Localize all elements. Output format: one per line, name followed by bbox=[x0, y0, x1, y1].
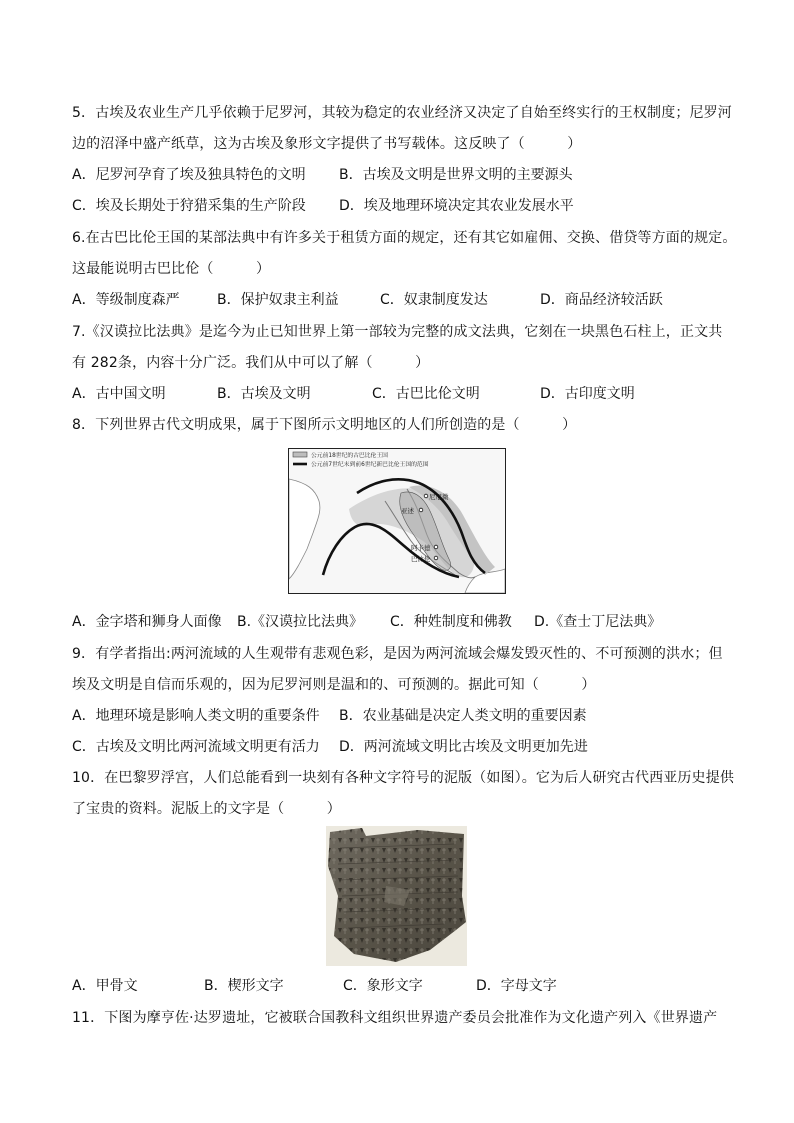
map-city-akkad: 阿卡德 bbox=[411, 544, 431, 552]
q6-option-a: A．等级制度森严 bbox=[72, 292, 180, 308]
map-city-assur: 亚述 bbox=[401, 507, 414, 515]
q7-stem-line2: 有 282条，内容十分广泛。我们从中可以了解（ ） bbox=[72, 355, 430, 371]
q6-option-c: C．奴隶制度发达 bbox=[380, 292, 488, 308]
q10-option-b: B．楔形文字 bbox=[204, 978, 284, 994]
map-city-nineveh: 尼尼微 bbox=[429, 493, 449, 501]
q9-stem-line1: 9．有学者指出:两河流域的人生观带有悲观色彩，是因为两河流域会爆发毁灭性的、不可预测的洪水；但 bbox=[72, 646, 723, 662]
q6-stem-line2: 这最能说明古巴比伦（ ） bbox=[72, 261, 271, 277]
q8-option-a: A．金字塔和狮身人面像 bbox=[72, 614, 222, 630]
q7-option-b: B．古埃及文明 bbox=[217, 386, 311, 402]
map-legend-2: 公元前7世纪末到前6世纪新巴比伦王国的范围 bbox=[311, 462, 429, 468]
q5-stem-line2: 边的沼泽中盛产纸草，这为古埃及象形文字提供了书写载体。这反映了（ ） bbox=[72, 136, 582, 152]
q9-option-a: A．地理环境是影响人类文明的重要条件 bbox=[72, 708, 320, 724]
map-legend-1: 公元前18世纪的古巴比伦王国 bbox=[311, 453, 388, 459]
q5-option-d: D．埃及地理环境决定其农业发展水平 bbox=[339, 198, 574, 214]
q10-option-c: C．象形文字 bbox=[343, 978, 423, 994]
q7-option-a: A．古中国文明 bbox=[72, 386, 166, 402]
map-city-babylon: 巴比伦 bbox=[411, 555, 431, 563]
q10-option-a: A．甲骨文 bbox=[72, 978, 138, 994]
q6-option-d: D．商品经济较活跃 bbox=[540, 292, 663, 308]
q7-option-c: C．古巴比伦文明 bbox=[372, 386, 480, 402]
q7-stem-line1: 7.《汉谟拉比法典》是迄今为止已知世界上第一部较为完整的成文法典，它刻在一块黑色石柱上，正文共 bbox=[72, 324, 723, 340]
q9-option-b: B．农业基础是决定人类文明的重要因素 bbox=[339, 708, 587, 724]
q6-option-b: B．保护奴隶主利益 bbox=[217, 292, 339, 308]
q8-stem-line1: 8．下列世界古代文明成果，属于下图所示文明地区的人们所创造的是（ ） bbox=[72, 417, 577, 433]
q5-option-c: C．埃及长期处于狩猎采集的生产阶段 bbox=[72, 198, 306, 214]
q7-option-d: D．古印度文明 bbox=[540, 386, 635, 402]
q5-option-b: B．古埃及文明是世界文明的主要源头 bbox=[339, 167, 573, 183]
q5-stem-line1: 5．古埃及农业生产几乎依赖于尼罗河，其较为稳定的农业经济又决定了自始至终实行的王权制度；尼罗河 bbox=[72, 105, 732, 121]
q11-stem-line1: 11．下图为摩亨佐·达罗遗址，它被联合国教科文组织世界遗产委员会批准作为文化遗产列入《世界遗产 bbox=[72, 1010, 718, 1026]
q5-option-a: A．尼罗河孕育了埃及独具特色的文明 bbox=[72, 167, 306, 183]
q10-stem-line1: 10．在巴黎罗浮宫，人们总能看到一块刻有各种文字符号的泥版（如图）。它为后人研究古代西亚历史提供 bbox=[72, 770, 735, 786]
q8-option-d: D.《查士丁尼法典》 bbox=[534, 614, 662, 630]
q9-option-c: C．古埃及文明比两河流域文明更有活力 bbox=[72, 739, 320, 755]
q9-stem-line2: 埃及文明是自信而乐观的，因为尼罗河则是温和的、可预测的。据此可知（ ） bbox=[72, 677, 596, 693]
q8-option-b: B.《汉谟拉比法典》 bbox=[237, 614, 364, 630]
q10-option-d: D．字母文字 bbox=[476, 978, 557, 994]
q10-stem-line2: 了宝贵的资料。泥版上的文字是（ ） bbox=[72, 801, 341, 817]
cuneiform-tablet-image bbox=[326, 826, 467, 966]
q8-option-c: C．种姓制度和佛教 bbox=[390, 614, 512, 630]
q9-option-d: D．两河流域文明比古埃及文明更加先进 bbox=[339, 739, 588, 755]
mesopotamia-map bbox=[288, 448, 506, 594]
q6-stem-line1: 6.在古巴比伦王国的某部法典中有许多关于租赁方面的规定，还有其它如雇佣、交换、借贷等方面的规定。 bbox=[72, 230, 737, 246]
